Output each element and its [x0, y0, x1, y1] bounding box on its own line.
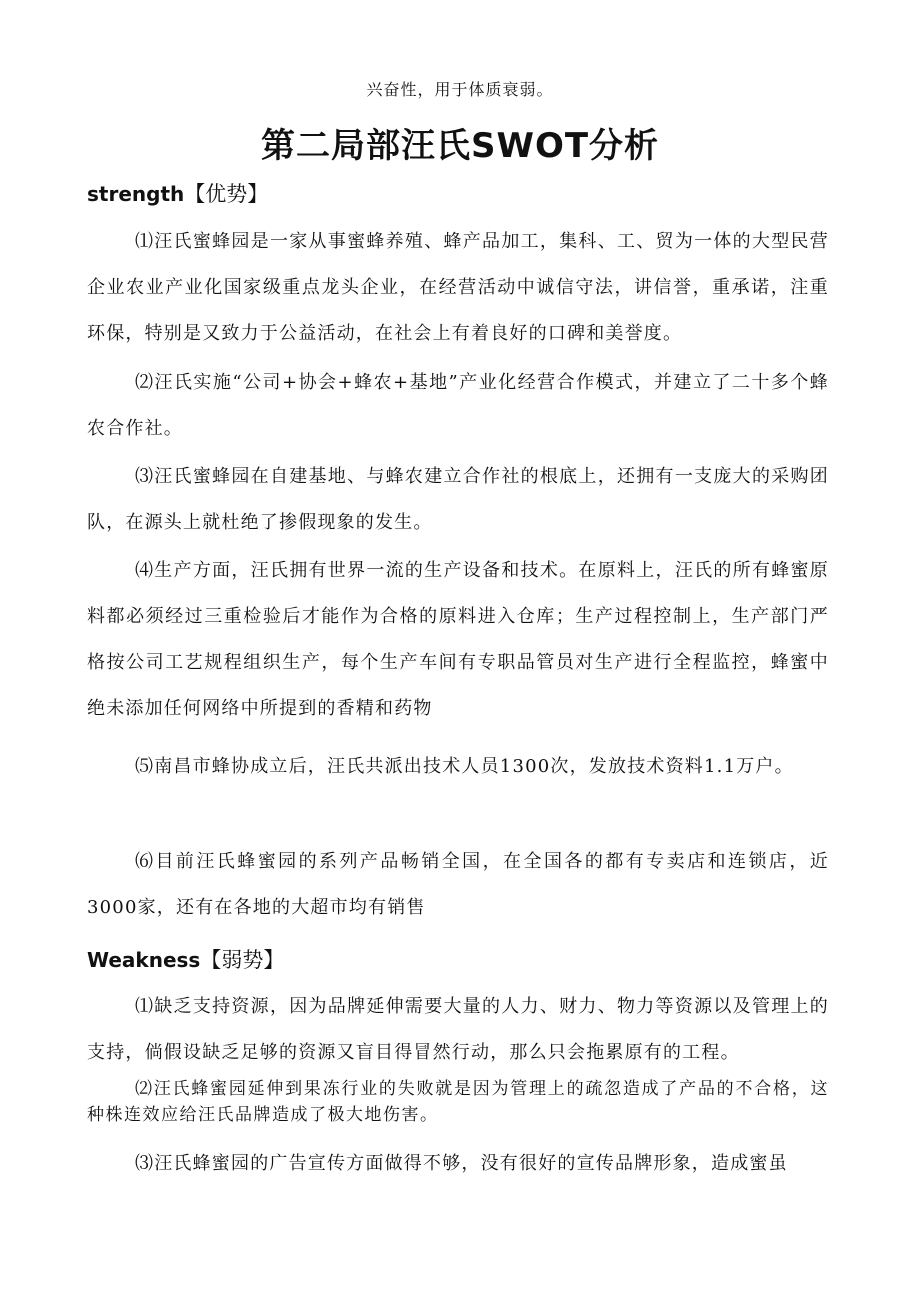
strength-paragraph-3: ⑶汪氏蜜蜂园在自建基地、与蜂农建立合作社的根底上，还拥有一支庞大的采购团队，在源头上就杜绝了掺假现象的发生。 — [87, 466, 829, 533]
weakness-paragraph-2: ⑵汪氏蜂蜜园延伸到果冻行业的失败就是因为管理上的疏忽造成了产品的不合格，这种株连效应给汪氏品牌造成了极大地伤害。 — [87, 1079, 829, 1125]
page-title: 第二局部汪氏SWOT分析 — [260, 126, 660, 166]
weakness-paragraph-3: ⑶汪氏蜂蜜园的广告宣传方面做得不够，没有很好的宣传品牌形象，造成蜜虽 — [135, 1153, 788, 1174]
weakness-paragraph-1: ⑴缺乏支持资源，因为品牌延伸需要大量的人力、财力、物力等资源以及管理上的支持，倘假设缺乏足够的资源又盲目得冒然行动，那么只会拖累原有的工程。 — [87, 996, 829, 1063]
strength-heading — [87, 178, 268, 208]
strength-paragraph-5: ⑸南昌市蜂协成立后，汪氏共派出技术人员1300次，发放技术资料1.1万户。 — [135, 756, 794, 777]
continuation-line: 兴奋性，用于体质衰弱。 — [366, 80, 554, 99]
weakness-heading — [87, 944, 284, 974]
weakness-heading-en: Weakness — [87, 948, 201, 972]
strength-paragraph-1: ⑴汪氏蜜蜂园是一家从事蜜蜂养殖、蜂产品加工，集科、工、贸为一体的大型民营企业农业产业化国家级重点龙头企业，在经营活动中诚信守法，讲信誉，重承诺，注重环保，特别是又致力于公益活动，在社会上有着良好的口碑和美誉度。 — [87, 231, 829, 344]
strength-heading-en: strength — [87, 182, 185, 206]
strength-paragraph-4: ⑷生产方面，汪氏拥有世界一流的生产设备和技术。在原料上，汪氏的所有蜂蜜原料都必须经过三重检验后才能作为合格的原料进入仓库；生产过程控制上，生产部门严格按公司工艺规程组织生产，每个生产车间有专职品管员对生产进行全程监控，蜂蜜中绝未添加任何网络中所提到的香精和药物 — [87, 560, 829, 719]
strength-paragraph-2: ⑵汪氏实施“公司+协会+蜂农+基地”产业化经营合作模式，并建立了二十多个蜂农合作社。 — [87, 372, 829, 439]
weakness-heading-zh: 【弱势】 — [200, 948, 285, 972]
strength-heading-zh: 【优势】 — [184, 182, 269, 206]
strength-paragraph-6: ⑹目前汪氏蜂蜜园的系列产品畅销全国，在全国各的都有专卖店和连锁店，近3000家，还有在各地的大超市均有销售 — [87, 851, 829, 918]
